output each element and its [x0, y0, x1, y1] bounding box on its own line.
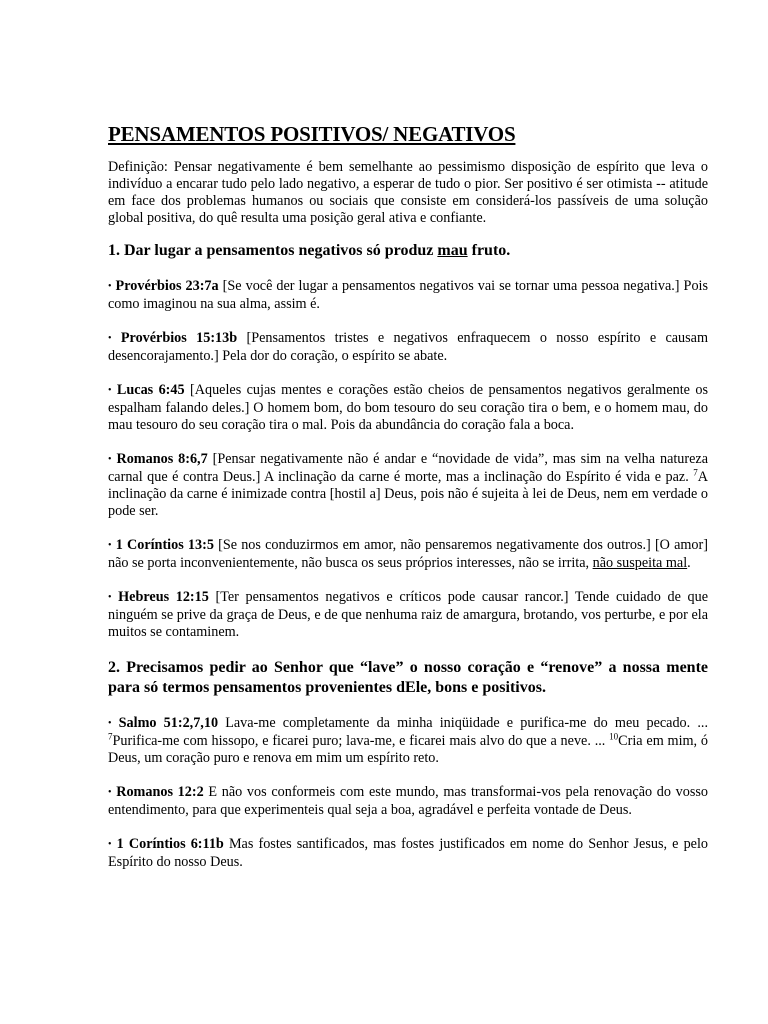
verse-1-corintios-6 — [108, 836, 708, 871]
bullet-icon: • — [108, 839, 112, 851]
verse-salmo-51 — [108, 715, 708, 767]
verse-reference: 1 Coríntios 6:11b — [116, 836, 224, 853]
verse-reference: Provérbios 15:13b — [120, 330, 238, 347]
verse-number: 7 — [108, 731, 113, 742]
bullet-icon: • — [108, 333, 112, 345]
bullet-icon: • — [108, 592, 112, 604]
verse-1-corintios-13 — [108, 537, 708, 572]
verse-text-underlined: não suspeita mal — [592, 555, 688, 572]
verse-reference: Romanos 12:2 — [116, 784, 204, 801]
verse-text: Purifica-me com hissopo, e ficarei puro; lava-me, e ficarei mais alvo do que a neve. ... — [112, 733, 610, 750]
bullet-icon: • — [108, 454, 112, 466]
verse-text: E não vos conformeis com este mundo, mas transformai-vos pela renovação do vosso entendimento, para que experimenteis qual seja a boa, agradável e perfeita vontade de Deus. — [108, 784, 708, 819]
verse-text: Cria em mim, ó Deus, um coração puro e renova em mim um espírito reto. — [108, 733, 708, 767]
verse-lucas-6 — [108, 382, 708, 434]
verse-text: [Aqueles cujas mentes e corações estão cheios de pensamentos negativos geralmente os espalham falando deles.] O homem bom, do bom tesouro do seu coração tira o bem, e o homem mau, do mau tesouro do seu coração tira o mal. Pois da abundância do coração fala a boca. — [108, 382, 708, 434]
section-2-heading: 2. Precisamos pedir ao Senhor que “lave” o nosso coração e “renove” a nossa mente para só termos pensamentos provenientes dEle, bons e positivos. — [108, 659, 708, 697]
verse-reference: Lucas 6:45 — [116, 382, 185, 399]
definition-paragraph: Definição: Pensar negativamente é bem semelhante ao pessimismo disposição de espírito que leva o indivíduo a encarar tudo pelo lado negativo, a esperar de tudo o pior. Ser positivo é ser otimista -- atitude em face dos problemas humanos ou sociais que consiste em considerá-los passíveis de uma solução global positiva, do quê resulta uma posição geral ativa e confiante. — [108, 159, 708, 227]
verse-reference: Provérbios 23:7a — [115, 278, 219, 295]
document-title: PENSAMENTOS POSITIVOS/ NEGATIVOS — [108, 122, 516, 146]
verse-reference: 1 Coríntios 13:5 — [115, 537, 214, 554]
section-1-heading — [108, 241, 708, 261]
section-1-heading-end: fruto. — [467, 242, 511, 260]
section-1-heading-text: 1. Dar lugar a pensamentos negativos só produz — [108, 242, 438, 260]
verse-reference: Hebreus 12:15 — [118, 589, 209, 606]
verse-number: 10 — [609, 731, 619, 742]
section-1-heading-underlined: mau — [437, 242, 468, 260]
verse-text: A inclinação da carne é inimizade contra [hostil a] Deus, pois não é sujeita à lei de Deus, nem em verdade o pode ser. — [108, 469, 708, 520]
document-page — [108, 122, 708, 871]
bullet-icon: • — [108, 281, 112, 293]
verse-text: [Se você der lugar a pensamentos negativos vai se tornar uma pessoa negativa.] Pois como imaginou na sua alma, assim é. — [108, 278, 709, 313]
verse-proverbios-15 — [108, 330, 708, 365]
verse-text: [Pensamentos tristes e negativos enfraquecem o nosso espírito e causam desencorajamento.] Pela dor do coração, o espírito se abate. — [108, 330, 708, 365]
verse-romanos-12 — [108, 784, 708, 819]
verse-text: [Pensar negativamente não é andar e “novidade de vida”, mas sim na velha natureza carnal que é contra Deus.] A inclinação da carne é morte, mas a inclinação do Espírito é vida e paz. — [108, 451, 709, 486]
verse-number: 7 — [693, 467, 698, 478]
verse-proverbios-23 — [108, 278, 708, 313]
bullet-icon: • — [108, 540, 112, 552]
verse-text: Lava-me completamente da minha iniqüidade e purifica-me do meu pecado. ... — [218, 715, 708, 732]
verse-reference: Salmo 51:2,7,10 — [118, 715, 219, 732]
verse-romanos-8 — [108, 451, 708, 520]
bullet-icon: • — [108, 787, 112, 799]
bullet-icon: • — [108, 385, 112, 397]
bullet-icon: • — [108, 718, 112, 730]
verse-text: Mas fostes santificados, mas fostes justificados em nome do Senhor Jesus, e pelo Espírito do nosso Deus. — [108, 836, 708, 871]
verse-text-end: . — [687, 555, 691, 572]
verse-text: [Se nos conduzirmos em amor, não pensaremos negativamente dos outros.] [O amor] não se porta inconvenientemente, não busca os seus próprios interesses, não se irrita, — [108, 537, 708, 572]
verse-reference: Romanos 8:6,7 — [116, 451, 208, 468]
verse-hebreus-12 — [108, 589, 708, 641]
verse-text: [Ter pensamentos negativos e críticos pode causar rancor.] Tende cuidado de que ninguém se prive da graça de Deus, e de que nenhuma raiz de amargura, brotando, vos perturbe, e por ela muitos se contaminem. — [108, 589, 708, 641]
